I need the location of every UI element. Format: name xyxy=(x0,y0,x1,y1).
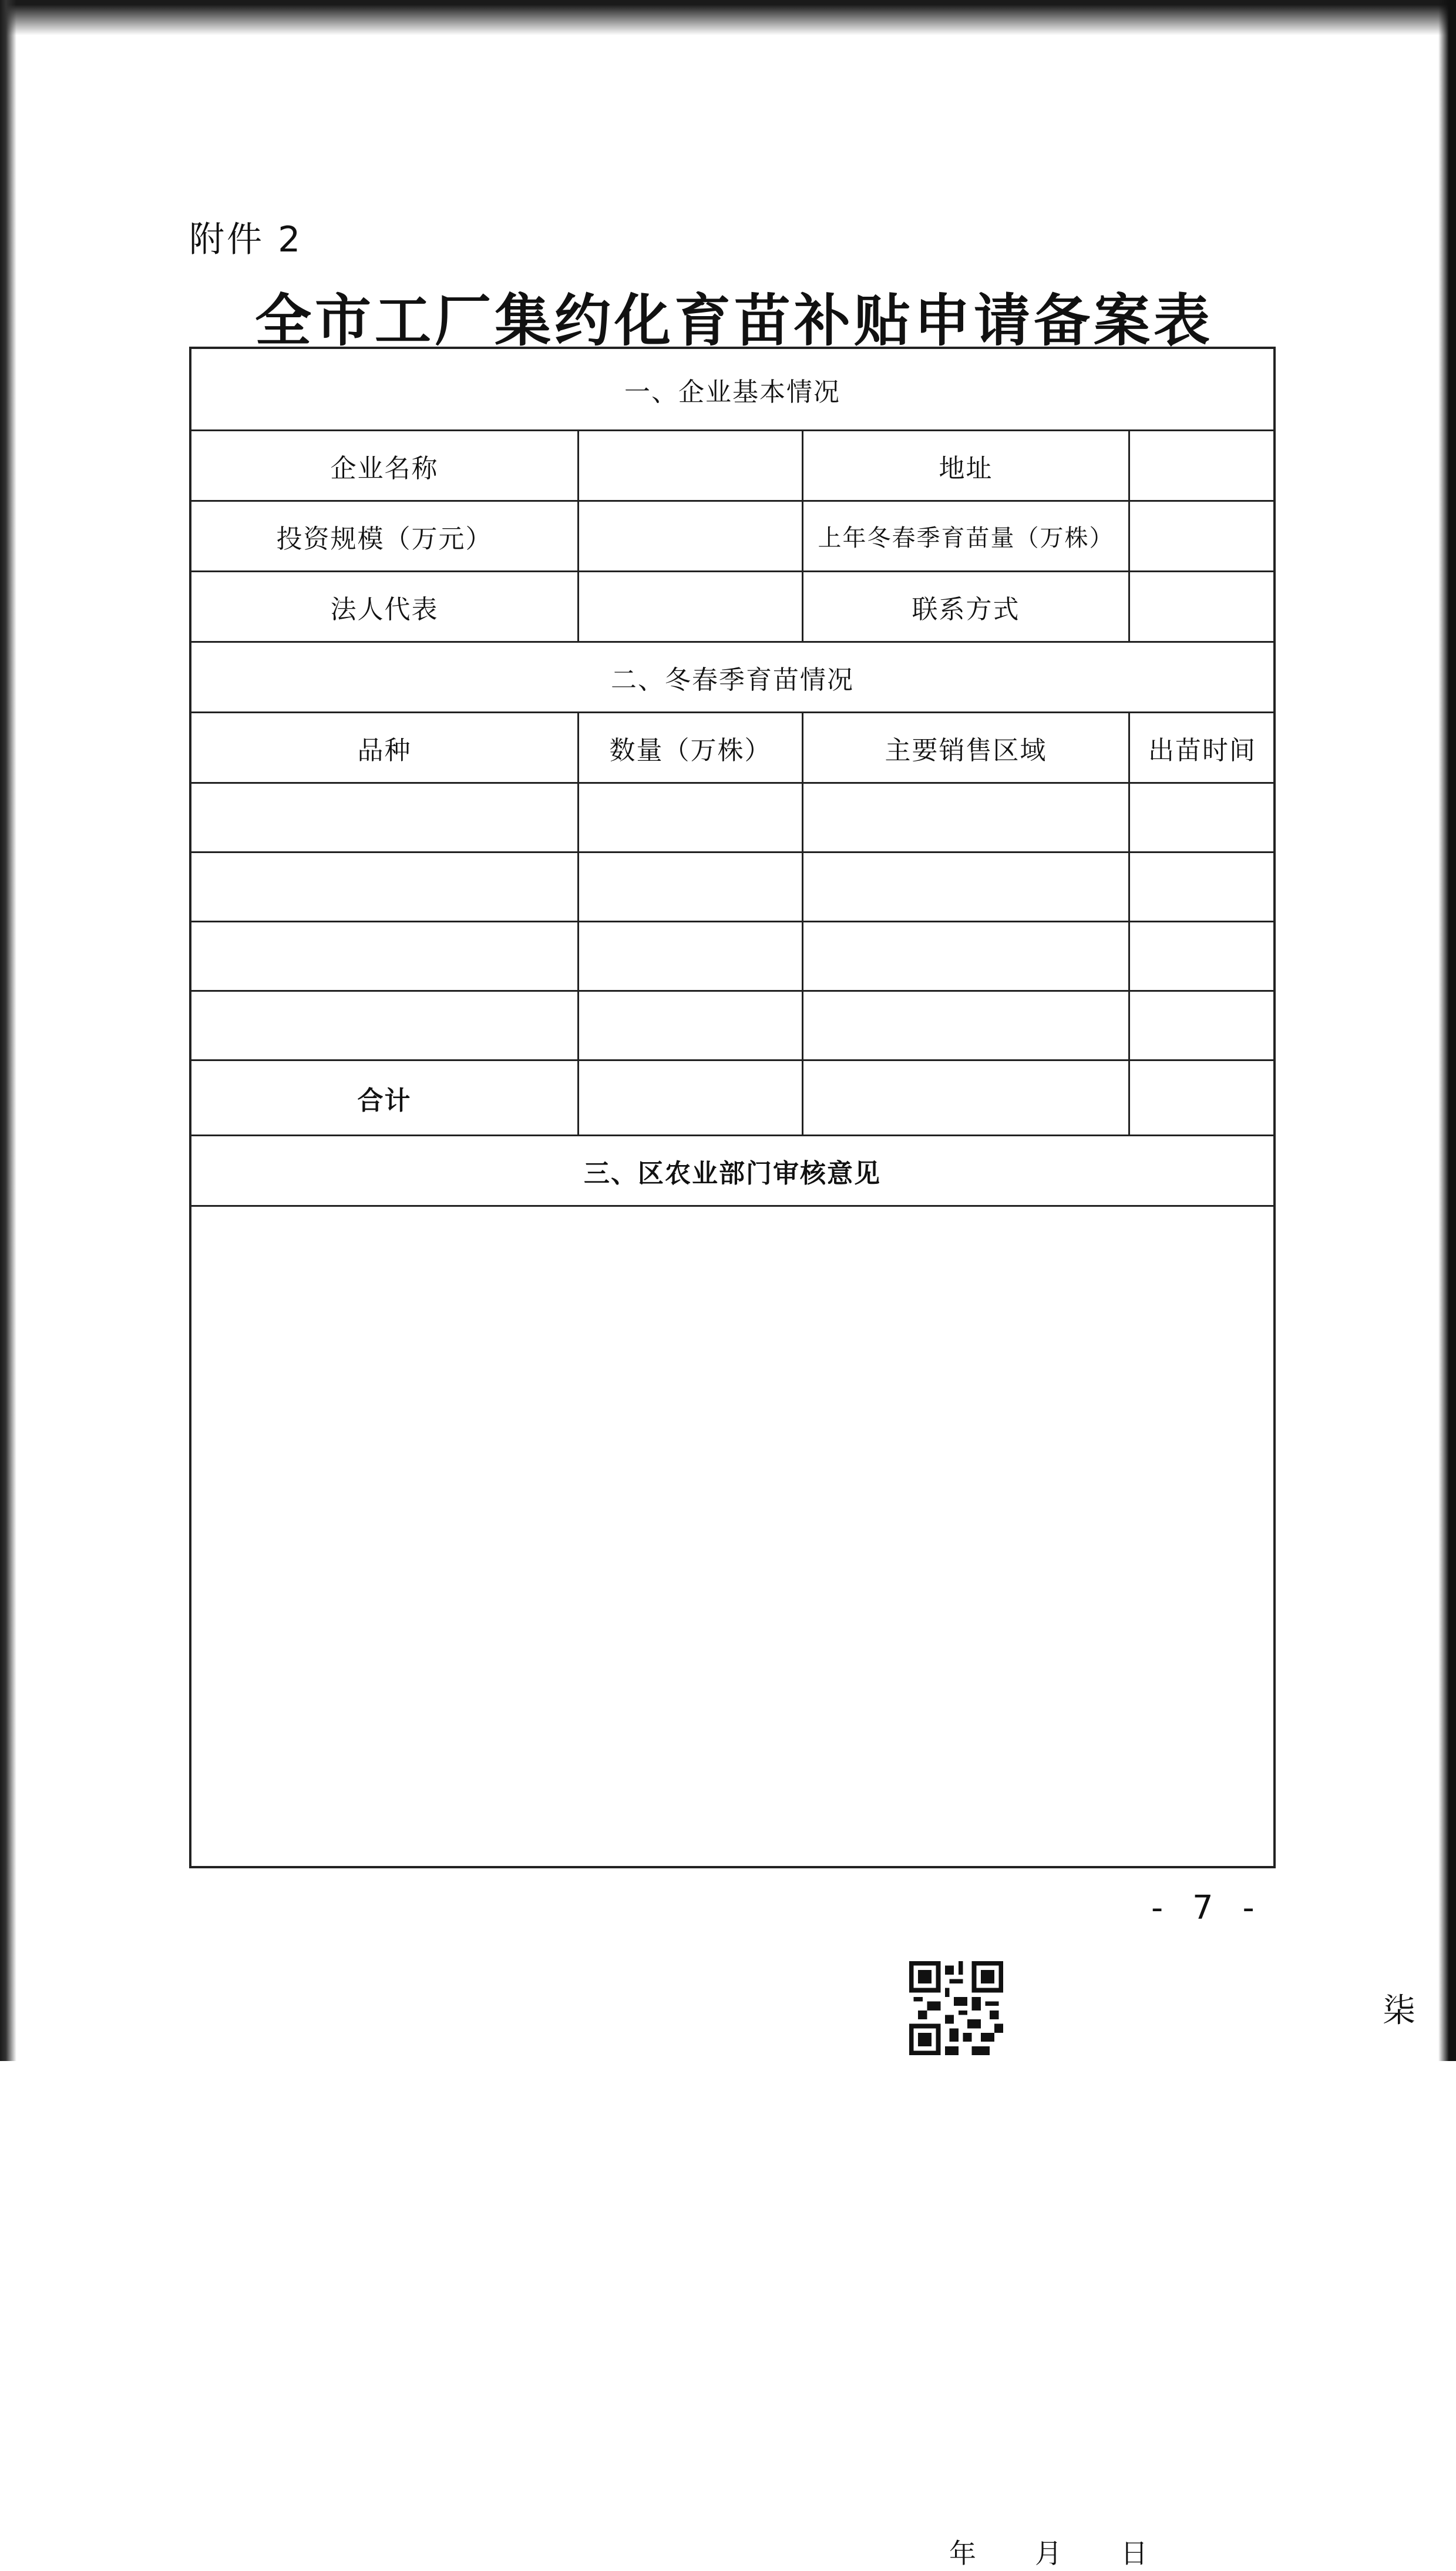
total-label: 合计 xyxy=(191,1061,579,1135)
sales-region-cell[interactable] xyxy=(803,992,1130,1059)
quantity-cell[interactable] xyxy=(579,853,803,921)
company-name-value[interactable] xyxy=(579,431,803,500)
column-emergence-time: 出苗时间 xyxy=(1148,735,1256,766)
quantity-cell[interactable] xyxy=(579,784,803,851)
table-row xyxy=(191,992,1273,1061)
section1-title: 一、企业基本情况 xyxy=(624,377,840,407)
legal-representative-label: 法人代表 xyxy=(191,572,579,641)
contact-value[interactable] xyxy=(1130,572,1275,641)
quantity-cell[interactable] xyxy=(579,922,803,990)
section2-header xyxy=(191,643,1273,713)
investment-scale-value[interactable] xyxy=(579,502,803,570)
attachment-label: 附件 2 xyxy=(189,219,303,260)
variety-cell[interactable] xyxy=(191,922,579,990)
review-date xyxy=(949,2532,1148,2571)
application-form-table xyxy=(189,347,1276,2569)
table-row xyxy=(191,784,1273,853)
section2-title: 二、冬春季育苗情况 xyxy=(611,664,854,695)
table-row xyxy=(191,853,1273,922)
section1-row xyxy=(191,502,1273,572)
section2-column-headers xyxy=(191,713,1273,784)
emergence-time-cell[interactable] xyxy=(1130,853,1275,921)
address-label: 地址 xyxy=(803,431,1130,500)
sales-region-cell[interactable] xyxy=(803,784,1130,851)
emergence-time-cell[interactable] xyxy=(1130,922,1275,990)
column-variety: 品种 xyxy=(191,713,579,782)
quantity-cell[interactable] xyxy=(579,992,803,1059)
variety-cell[interactable] xyxy=(191,853,579,921)
last-year-seedling-label: 上年冬春季育苗量（万株） xyxy=(803,502,1130,570)
section1-row xyxy=(191,431,1273,502)
emergence-time-cell[interactable] xyxy=(1130,784,1275,851)
section1-header xyxy=(191,349,1273,431)
qr-code-icon xyxy=(909,1961,1003,2055)
address-value[interactable] xyxy=(1130,431,1275,500)
corner-page-character: 柒 xyxy=(1383,1992,1415,2030)
date-month: 月 xyxy=(1035,2538,1062,2569)
table-row xyxy=(191,922,1273,992)
page-number: - 7 - xyxy=(1151,1889,1264,1927)
sales-region-cell[interactable] xyxy=(803,922,1130,990)
total-row xyxy=(191,1061,1273,1136)
contact-label: 联系方式 xyxy=(803,572,1130,641)
scan-edge-right xyxy=(1438,0,1456,2061)
total-sales-region-cell[interactable] xyxy=(803,1061,1130,1135)
column-sales-region: 主要销售区域 xyxy=(803,713,1130,782)
variety-cell[interactable] xyxy=(191,784,579,851)
investment-scale-label: 投资规模（万元） xyxy=(191,502,579,570)
scan-edge-top xyxy=(0,0,1456,47)
date-day: 日 xyxy=(1121,2538,1148,2569)
column-quantity: 数量（万株） xyxy=(579,713,803,782)
scan-edge-left xyxy=(0,0,16,2061)
document-title: 全市工厂集约化育苗补贴申请备案表 xyxy=(255,287,1213,354)
variety-cell[interactable] xyxy=(191,992,579,1059)
last-year-seedling-value[interactable] xyxy=(1130,502,1275,570)
section1-row xyxy=(191,572,1273,643)
review-opinion-area[interactable] xyxy=(191,1207,1273,2569)
section3-title: 三、区农业部门审核意见 xyxy=(584,1158,881,1189)
company-name-label: 企业名称 xyxy=(191,431,579,500)
date-year: 年 xyxy=(949,2538,976,2569)
emergence-time-cell[interactable] xyxy=(1130,992,1275,1059)
legal-representative-value[interactable] xyxy=(579,572,803,641)
sales-region-cell[interactable] xyxy=(803,853,1130,921)
total-quantity-cell[interactable] xyxy=(579,1061,803,1135)
total-emergence-time-cell[interactable] xyxy=(1130,1061,1275,1135)
section3-header xyxy=(191,1136,1273,1207)
